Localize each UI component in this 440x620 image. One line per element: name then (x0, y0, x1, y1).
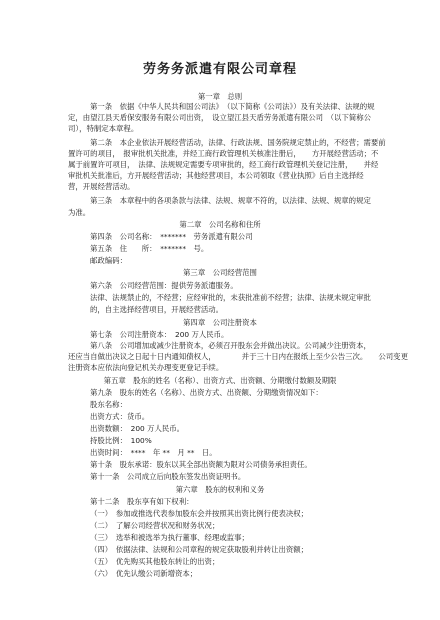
document-line: 第四章 公司注册资本 (183, 318, 257, 327)
document-line: 第十二条 股东享有如下权利： (90, 497, 194, 506)
document-line: 第七条 公司注册资本： 200 万人民币。 (90, 330, 229, 339)
document-line: 置许可的项目， 报审批机关批准，并经工商行政管理机关核准注册后， 方开展经营活动；不 (68, 149, 379, 158)
document-line: 第六条 公司经营范围：提供劳务派遣服务。 (90, 281, 238, 290)
document-line: 司），特制定本章程。 (68, 124, 139, 133)
document-line: 出资方式：货币。 (90, 412, 150, 421)
document-line: 第六章 股东的权利和义务 (175, 485, 265, 494)
document-line: 第二条 本企业依法开展经营活动，法律、行政法规、国务院规定禁止的，不经营；需要前 (90, 138, 386, 147)
document-line: 第二章 公司名称和住所 (179, 220, 261, 229)
document-line: 第九条 股东的姓名（名称）、出资方式、出资额、分期缴资情况如下： (90, 388, 323, 397)
document-line: （三） 选举和被选举为执行董事、经理或监事； (90, 533, 249, 542)
document-line: 邮政编码： (90, 256, 127, 265)
document-line: 第八条 公司增加或减少注册资本，必须召开股东会并做出决议。公司减少注册资本， (90, 341, 371, 350)
document-line: 第五条 住 所： ******* 号。 (90, 244, 209, 253)
document-line: 审批机关批准后，方开展经营活动；其他经营项目，本公司领取《营业执照》后自主选择经 (68, 171, 364, 180)
document-line: 第五章 股东的姓名（名称）、出资方式、出资额、分期缴付数额及期限 (103, 376, 337, 385)
document-line: 的，自主选择经营项目，开展经营活动。 (90, 305, 224, 314)
document-line: （二） 了解公司经营状况和财务状况； (90, 521, 220, 530)
document-line: （六） 优先认缴公司新增资本； (90, 569, 198, 578)
document-line: 持股比例： 100% (90, 436, 152, 445)
document-title: 劳务务派遣有限公司章程 (142, 62, 297, 77)
document-line: 第一章 总则 (197, 92, 243, 101)
document-line: 营，开展经营活动。 (68, 182, 135, 191)
document-line: 出资时间： **** 年 ** 月 ** 日。 (90, 448, 217, 457)
document-line: 出资数额： 200 万人民币。 (90, 424, 185, 433)
document-line: 第十一条 公司成立后向股东签发出资证明书。 (90, 472, 246, 481)
document-line: 股东名称： (90, 400, 127, 409)
document-line: 第三条 本章程中的各项条款与法律、法规、规章不符的，以法律、法规、规章的规定 (90, 196, 371, 205)
document-line: 为准。 (68, 208, 91, 217)
document-line: 第三章 公司经营范围 (183, 268, 257, 277)
document-line: 属于前置许可项目， 法律、法规规定需要专项审批的，经工商行政管理机关登记注册， 并经 (68, 160, 379, 169)
document-line: （一） 参加或推选代表参加股东会并按照其出资比例行使表决权； (90, 509, 309, 518)
document-line: 定，由望江县天盾保安服务有限公司出资， 设立望江县天盾劳务派遣有限公司 （以下简称公 (68, 113, 372, 122)
document-line: 第四条 公司名称： ******* 劳务派遣有限公司 (90, 232, 253, 241)
document-line: 第十条 股东承诺：股东以其全部出资额为限对公司债务承担责任。 (90, 460, 312, 469)
document-line: 还应当自做出决议之日起十日内通知债权人， 并于三十日内在报纸上至少公告三次。 公司变更 (68, 352, 408, 361)
document-line: （四） 依据法律、法规和公司章程的规定获取股利并转让出资额； (90, 545, 309, 554)
document-line: 注册资本应依法向登记机关办理变更登记手续。 (68, 363, 224, 372)
document-line: 法律、法规禁止的，不经营；应经审批的，未获批准前不经营；法律、法规未规定审批 (90, 293, 371, 302)
document-line: 第一条 依据《中华人民共和国公司法》 （以下简称《公司法》）及有关法律、法规的规 (90, 102, 375, 111)
document-line: （五） 优先购买其他股东转让的出资； (90, 557, 220, 566)
